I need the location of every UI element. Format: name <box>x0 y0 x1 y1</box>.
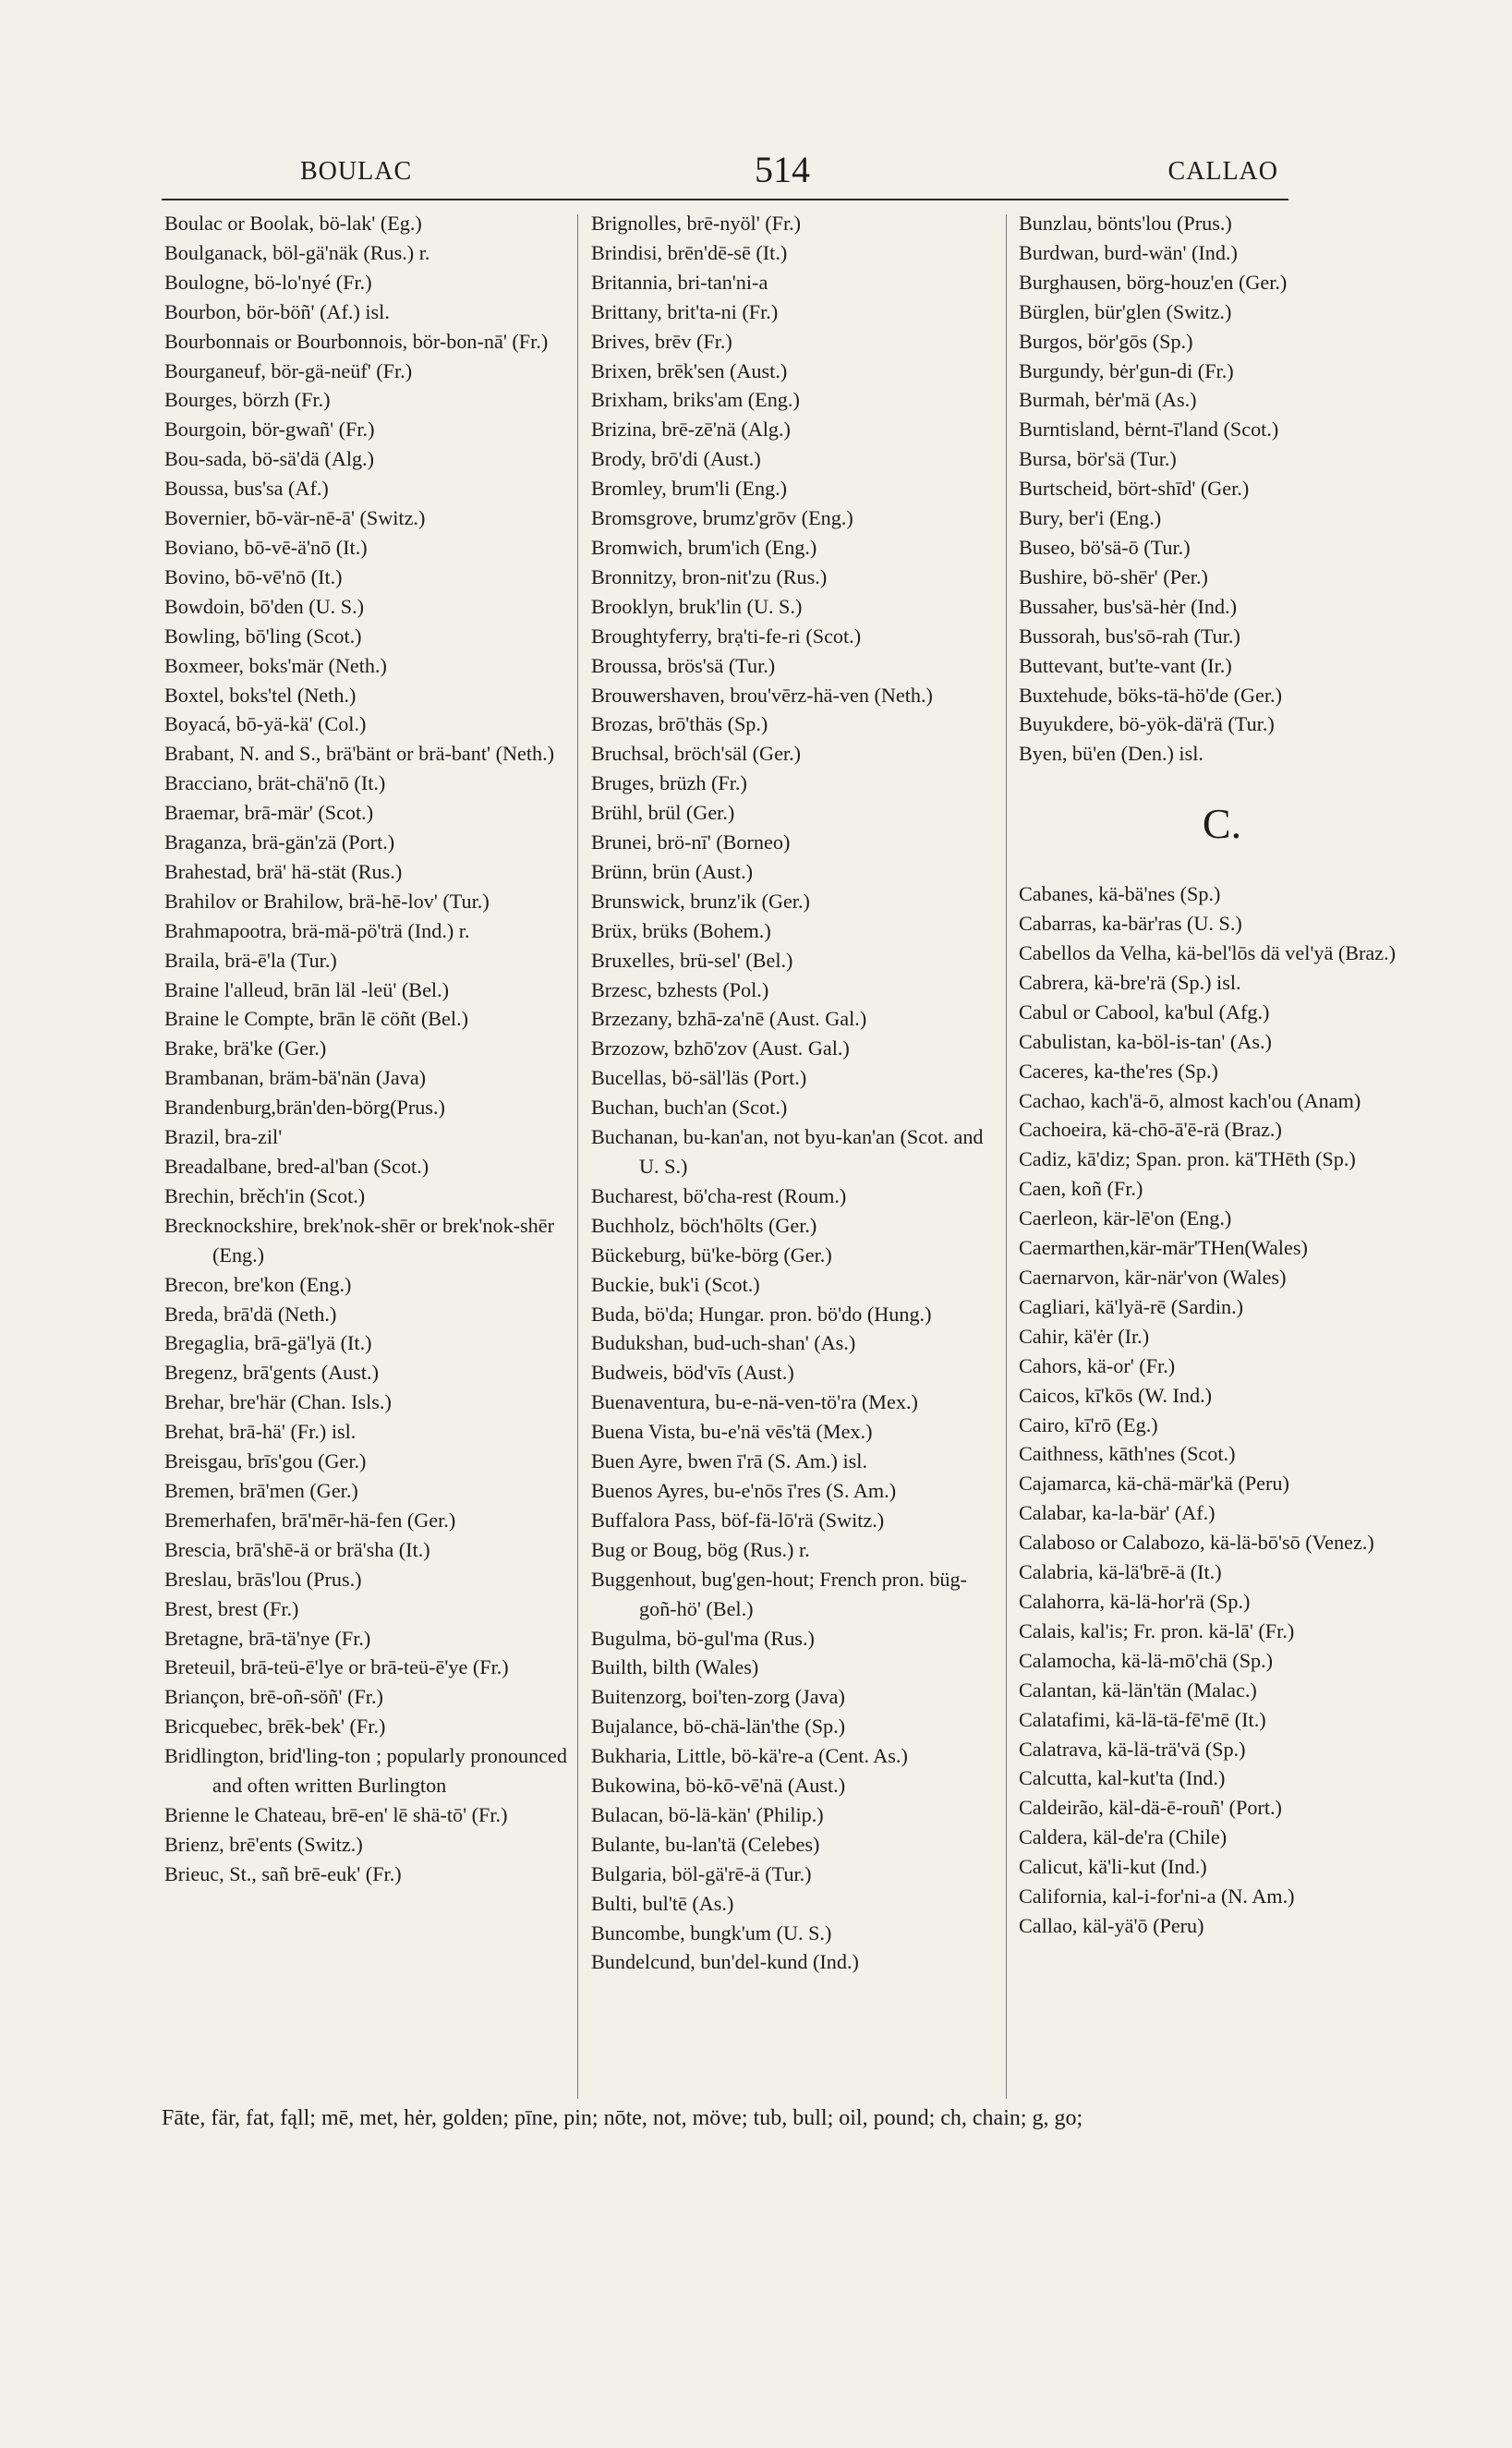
gazetteer-entry: Bovino, bō-vē'nō (It.) <box>164 564 343 588</box>
gazetteer-entry: Brzozow, bzhō'zov (Aust. Gal.) <box>591 1036 850 1060</box>
gazetteer-entry: Bou-sada, bö-sä'dä (Alg.) <box>164 447 375 471</box>
gazetteer-entry: Braine le Compte, brān lē cöñt (Bel.) <box>164 1007 469 1031</box>
page-number: 514 <box>755 149 810 190</box>
gazetteer-entry: Brüx, brüks (Bohem.) <box>591 918 771 942</box>
gazetteer-entry: Bronnitzy, bron-nit'zu (Rus.) <box>591 564 828 588</box>
gazetteer-entry: Brecon, bre'kon (Eng.) <box>164 1272 352 1296</box>
gazetteer-entry: Calaboso or Calabozo, kä-lä-bō'sō (Venez.) <box>1019 1531 1374 1555</box>
gazetteer-entry: Burghausen, börg-houz'en (Ger.) <box>1019 270 1288 294</box>
gazetteer-entry: Calatrava, kä-lä-trä'vä (Sp.) <box>1019 1737 1246 1761</box>
gazetteer-entry: Bruxelles, brü-sel' (Bel.) <box>591 948 793 972</box>
gazetteer-entry: Braine l'alleud, brān läl -leü' (Bel.) <box>164 977 450 1001</box>
gazetteer-entry: Bruges, brüzh (Fr.) <box>591 771 747 795</box>
gazetteer-entry: Cachoeira, kä-chō-ā'ē-rä (Braz.) <box>1019 1118 1282 1142</box>
gazetteer-entry: Brahilov or Brahilow, brä-hē-lov' (Tur.) <box>164 889 490 913</box>
gazetteer-entry: Braganza, brä-gän'zä (Port.) <box>164 830 395 854</box>
gazetteer-entry: Boulac or Boolak, bö-lak' (Eg.) <box>164 212 422 235</box>
gazetteer-entry: Cabrera, kä-bre'rä (Sp.) isl. <box>1019 970 1241 994</box>
gazetteer-entry: Burntisland, bėrnt-ī'land (Scot.) <box>1019 418 1279 442</box>
gazetteer-entry: Caldera, käl-de'ra (Chile) <box>1019 1825 1228 1849</box>
gazetteer-entry: Buitenzorg, boi'ten-zorg (Java) <box>591 1685 845 1709</box>
gazetteer-entry: Calamocha, kä-lä-mō'chä (Sp.) <box>1019 1648 1274 1672</box>
gazetteer-entry: Bowling, bō'ling (Scot.) <box>164 624 362 648</box>
gazetteer-entry: Cabul or Cabool, ka'bul (Afg.) <box>1019 1000 1270 1024</box>
gazetteer-entry: Brzesc, bzhests (Pol.) <box>591 977 769 1001</box>
gazetteer-entry: Cabanes, kä-bä'nes (Sp.) <box>1019 882 1221 906</box>
gazetteer-entry: Brienne le Chateau, brē-en' lē shä-tō' (Fr.) <box>164 1802 508 1826</box>
gazetteer-entry: Burmah, bėr'mä (As.) <box>1019 388 1197 412</box>
gazetteer-entry: Brest, brest (Fr.) <box>164 1596 299 1620</box>
gazetteer-entry: Caceres, ka-the'res (Sp.) <box>1019 1059 1218 1083</box>
gazetteer-entry: Brecknockshire, brek'nok-shēr or brek'nok-shēr (Eng.) <box>164 1213 555 1266</box>
gazetteer-entry: Calatafimi, kä-lä-tä-fē'mē (It.) <box>1019 1707 1266 1731</box>
gazetteer-entry: Bushire, bö-shēr' (Per.) <box>1019 564 1208 588</box>
gazetteer-entry: Buncombe, bungk'um (U. S.) <box>591 1921 832 1945</box>
column-1 <box>164 209 569 1889</box>
gazetteer-entry: Caldeirão, käl-dä-ē-rouñ' (Port.) <box>1019 1796 1282 1820</box>
gazetteer-entry: Bukharia, Little, bö-kä're-a (Cent. As.) <box>591 1744 908 1768</box>
pronunciation-key: Fāte, fär, fat, fąll; mē, met, hėr, golden; pīne, pin; nōte, not, möve; tub, bull; oil, pound; ch, chain; g, go; <box>162 2106 1083 2130</box>
page-header <box>162 146 1288 192</box>
gazetteer-entry: Bückeburg, bü'ke-börg (Ger.) <box>591 1242 832 1266</box>
gazetteer-entry: Britannia, bri-tan'ni-a <box>591 270 768 294</box>
gazetteer-entry: Bukowina, bö-kō-vē'nä (Aust.) <box>591 1774 846 1798</box>
gazetteer-entry: Brunswick, brunz'ik (Ger.) <box>591 889 810 913</box>
column-3-bottom <box>1019 879 1425 1941</box>
gazetteer-entry: Brazil, bra-zil' <box>164 1125 283 1149</box>
gazetteer-entry: Cadiz, kā'diz; Span. pron. kä'THēth (Sp.) <box>1019 1147 1356 1171</box>
column-3 <box>1019 209 1425 1941</box>
gazetteer-entry: Bregaglia, brā-gä'lyä (It.) <box>164 1331 372 1355</box>
gazetteer-entry: Boussa, bus'sa (Af.) <box>164 477 329 501</box>
gazetteer-entry: Buchan, buch'an (Scot.) <box>591 1096 788 1120</box>
gazetteer-entry: Callao, käl-yä'ō (Peru) <box>1019 1913 1204 1937</box>
gazetteer-entry: Bunzlau, bönts'lou (Prus.) <box>1019 212 1232 235</box>
gazetteer-entry: Bundelcund, bun'del-kund (Ind.) <box>591 1950 859 1974</box>
gazetteer-entry: Bussaher, bus'sä-hėr (Ind.) <box>1019 594 1238 618</box>
gazetteer-entry: Brozas, brō'thäs (Sp.) <box>591 712 768 736</box>
gazetteer-entry: Bujalance, bö-chä-län'the (Sp.) <box>591 1715 846 1739</box>
gazetteer-entry: Bugulma, bö-gul'ma (Rus.) <box>591 1626 815 1650</box>
gazetteer-entry: Calais, kal'is; Fr. pron. kä-lā' (Fr.) <box>1019 1618 1295 1642</box>
gazetteer-entry: Bromley, brum'li (Eng.) <box>591 477 788 501</box>
gazetteer-entry: Calahorra, kä-lä-hor'rä (Sp.) <box>1019 1589 1251 1613</box>
gazetteer-entry: Burtscheid, bört-shīd' (Ger.) <box>1019 477 1250 501</box>
gazetteer-entry: Bürglen, bür'glen (Switz.) <box>1019 299 1232 323</box>
gazetteer-entry: Calantan, kä-län'tän (Malac.) <box>1019 1678 1257 1702</box>
gazetteer-entry: Cahors, kä-or' (Fr.) <box>1019 1353 1176 1377</box>
gazetteer-entry: Burdwan, burd-wän' (Ind.) <box>1019 240 1238 264</box>
gazetteer-entry: Bursa, bör'sä (Tur.) <box>1019 447 1177 471</box>
gazetteer-entry: Cabulistan, ka-böl-is-tan' (As.) <box>1019 1029 1272 1053</box>
gazetteer-entry: Byen, bü'en (Den.) isl. <box>1019 742 1204 766</box>
gazetteer-entry: Brandenburg,brän'den-börg(Prus.) <box>164 1096 445 1120</box>
gazetteer-entry: Bovernier, bō-vär-nē-ā' (Switz.) <box>164 506 426 530</box>
gazetteer-entry: Buggenhout, bug'gen-hout; French pron. büg-goñ-hö' (Bel.) <box>591 1567 968 1620</box>
gazetteer-entry: Calabar, ka-la-bär' (Af.) <box>1019 1501 1216 1525</box>
gazetteer-entry: Buttevant, but'te-vant (Ir.) <box>1019 653 1232 677</box>
gazetteer-entry: Brouwershaven, brou'vērz-hä-ven (Neth.) <box>591 683 933 707</box>
gazetteer-entry: Calabria, kä-lä'brē-ä (It.) <box>1019 1560 1222 1584</box>
gazetteer-entry: Brzezany, bzhā-za'nē (Aust. Gal.) <box>591 1007 867 1031</box>
gazetteer-entry: Cagliari, kä'lyä-rē (Sardin.) <box>1019 1294 1244 1318</box>
gazetteer-entry: Brindisi, brēn'dē-sē (It.) <box>591 240 788 264</box>
gazetteer-entry: Bug or Boug, bög (Rus.) r. <box>591 1537 810 1561</box>
gazetteer-entry: Bucellas, bö-säl'läs (Port.) <box>591 1066 807 1090</box>
column-2 <box>591 209 990 1977</box>
gazetteer-entry: Bromsgrove, brumz'grōv (Eng.) <box>591 506 853 530</box>
gazetteer-entry: Cairo, kī'rō (Eg.) <box>1019 1412 1158 1436</box>
gazetteer-entry: Boxtel, boks'tel (Neth.) <box>164 683 357 707</box>
gazetteer-entry: Builth, bilth (Wales) <box>591 1655 759 1679</box>
gazetteer-entry: Bretagne, brā-tä'nye (Fr.) <box>164 1626 371 1650</box>
gazetteer-entry: Bulante, bu-lan'tä (Celebes) <box>591 1832 820 1856</box>
gazetteer-entry: Buen Ayre, bwen ī'rā (S. Am.) isl. <box>591 1449 867 1473</box>
gazetteer-entry: Buenos Ayres, bu-e'nōs ī'res (S. Am.) <box>591 1478 897 1502</box>
gazetteer-entry: Buxtehude, böks-tä-hö'de (Ger.) <box>1019 683 1282 707</box>
gazetteer-entry: Bregenz, brā'gents (Aust.) <box>164 1361 379 1385</box>
gazetteer-entry: Bucharest, bö'cha-rest (Roum.) <box>591 1183 847 1207</box>
gazetteer-entry: Brixen, brēk'sen (Aust.) <box>591 358 788 382</box>
gazetteer-entry: Buchholz, böch'hōlts (Ger.) <box>591 1213 817 1237</box>
gazetteer-entry: Bourges, börzh (Fr.) <box>164 388 331 412</box>
gazetteer-entry: Brünn, brün (Aust.) <box>591 859 754 883</box>
gazetteer-entry: Calicut, kä'li-kut (Ind.) <box>1019 1855 1207 1879</box>
gazetteer-entry: Brehat, brā-hä' (Fr.) isl. <box>164 1420 357 1444</box>
gazetteer-entry: Brake, brä'ke (Ger.) <box>164 1036 327 1060</box>
gazetteer-entry: Breteuil, brā-teü-ē'lye or brā-teü-ē'ye (Fr.) <box>164 1655 509 1679</box>
gazetteer-entry: Brives, brēv (Fr.) <box>591 329 732 353</box>
gazetteer-entry: Bricquebec, brēk-bek' (Fr.) <box>164 1715 386 1739</box>
gazetteer-entry: Bromwich, brum'ich (Eng.) <box>591 535 817 559</box>
gazetteer-entry: California, kal-i-for'ni-a (N. Am.) <box>1019 1884 1295 1909</box>
gazetteer-entry: Buyukdere, bö-yök-dä'rä (Tur.) <box>1019 712 1275 736</box>
gazetteer-entry: Bremerhafen, brā'mēr-hä-fen (Ger.) <box>164 1508 456 1532</box>
gazetteer-entry: Breslau, brās'lou (Prus.) <box>164 1567 362 1591</box>
gazetteer-entry: Boyacá, bō-yä-kä' (Col.) <box>164 712 367 736</box>
gazetteer-entry: Braila, brä-ē'la (Tur.) <box>164 948 337 972</box>
gazetteer-entry: Bowdoin, bō'den (U. S.) <box>164 594 365 618</box>
gazetteer-entry: Briançon, brē-oñ-söñ' (Fr.) <box>164 1685 383 1709</box>
gazetteer-entry: Caermarthen,kär-mär'THen(Wales) <box>1019 1236 1308 1260</box>
gazetteer-entry: Buchanan, bu-kan'an, not byu-kan'an (Scot. and U. S.) <box>591 1125 984 1178</box>
gazetteer-entry: Buckie, buk'i (Scot.) <box>591 1272 760 1296</box>
gazetteer-entry: Cahir, kä'ėr (Ir.) <box>1019 1324 1150 1348</box>
column-3-top <box>1019 209 1425 769</box>
gazetteer-entry: Caicos, kī'kōs (W. Ind.) <box>1019 1383 1213 1407</box>
gazetteer-entry: Bussorah, bus'sō-rah (Tur.) <box>1019 624 1240 648</box>
gazetteer-entry: Brahestad, brä' hä-stät (Rus.) <box>164 859 403 883</box>
gazetteer-entry: Boxmeer, boks'mär (Neth.) <box>164 653 387 677</box>
gazetteer-entry: Brahmapootra, brä-mä-pö'trä (Ind.) r. <box>164 918 470 942</box>
column-divider <box>1006 214 1007 2099</box>
gazetteer-entry: Calcutta, kal-kut'ta (Ind.) <box>1019 1766 1226 1790</box>
gazetteer-entry: Brehar, bre'här (Chan. Isls.) <box>164 1390 392 1414</box>
gazetteer-entry: Bracciano, brät-chä'nō (It.) <box>164 771 386 795</box>
gazetteer-entry: Cachao, kach'ä-ō, almost kach'ou (Anam) <box>1019 1088 1361 1112</box>
gazetteer-entry: Brienz, brē'ents (Switz.) <box>164 1832 363 1856</box>
gazetteer-entry: Bulti, bul'tē (As.) <box>591 1891 734 1915</box>
header-rule <box>162 199 1288 200</box>
gazetteer-entry: Buenaventura, bu-e-nä-ven-tö'ra (Mex.) <box>591 1390 918 1414</box>
gazetteer-entry: Budukshan, bud-uch-shan' (As.) <box>591 1331 856 1355</box>
gazetteer-entry: Bourbon, bör-böñ' (Af.) isl. <box>164 299 390 323</box>
gazetteer-entry: Boulogne, bö-lo'nyé (Fr.) <box>164 270 372 294</box>
gazetteer-entry: Bourbonnais or Bourbonnois, bör-bon-nā' (Fr.) <box>164 329 549 353</box>
gazetteer-entry: Brody, brō'di (Aust.) <box>591 447 761 471</box>
gazetteer-entry: Breisgau, brīs'gou (Ger.) <box>164 1449 367 1473</box>
gazetteer-entry: Brechin, brěch'in (Scot.) <box>164 1183 366 1207</box>
section-letter: C. <box>1202 800 1242 848</box>
gazetteer-entry: Caithness, kāth'nes (Scot.) <box>1019 1442 1236 1466</box>
gazetteer-entry: Brooklyn, bruk'lin (U. S.) <box>591 594 803 618</box>
gazetteer-entry: Bourganeuf, bör-gä-neüf' (Fr.) <box>164 358 413 382</box>
gazetteer-entry: Brixham, briks'am (Eng.) <box>591 388 800 412</box>
gazetteer-entry: Burgundy, bėr'gun-di (Fr.) <box>1019 358 1234 382</box>
gazetteer-entry: Brieuc, St., sañ brē-euk' (Fr.) <box>164 1861 402 1885</box>
gazetteer-entry: Bourgoin, bör-gwañ' (Fr.) <box>164 418 375 442</box>
gazetteer-entry: Caernarvon, kär-när'von (Wales) <box>1019 1266 1287 1289</box>
gazetteer-entry: Brittany, brit'ta-ni (Fr.) <box>591 299 779 323</box>
gazetteer-entry: Bury, ber'i (Eng.) <box>1019 506 1162 530</box>
gazetteer-entry: Cabarras, ka-bär'ras (U. S.) <box>1019 912 1242 936</box>
gazetteer-entry: Brizina, brē-zē'nä (Alg.) <box>591 418 791 442</box>
gazetteer-entry: Bulgaria, böl-gä'rē-ä (Tur.) <box>591 1861 812 1885</box>
gazetteer-entry: Brambanan, bräm-bä'nän (Java) <box>164 1066 427 1090</box>
gazetteer-entry: Buena Vista, bu-e'nä vēs'tä (Mex.) <box>591 1420 873 1444</box>
gazetteer-entry: Broussa, brös'sä (Tur.) <box>591 653 776 677</box>
gazetteer-entry: Buda, bö'da; Hungar. pron. bö'do (Hung.) <box>591 1302 932 1326</box>
gazetteer-entry: Breadalbane, bred-al'ban (Scot.) <box>164 1155 429 1178</box>
gazetteer-entry: Budweis, böd'vīs (Aust.) <box>591 1361 794 1385</box>
gazetteer-entry: Brescia, brā'shē-ä or brä'sha (It.) <box>164 1537 430 1561</box>
gazetteer-entry: Brabant, N. and S., brä'bänt or brä-bant' (Neth.) <box>164 742 555 766</box>
running-head-right: CALLAO <box>1167 157 1278 186</box>
gazetteer-entry: Brignolles, brē-nyöl' (Fr.) <box>591 212 802 235</box>
gazetteer-entry: Burgos, bör'gōs (Sp.) <box>1019 329 1193 353</box>
gazetteer-entry: Cabellos da Velha, kä-bel'lōs dä vel'yä (Braz.) <box>1019 941 1397 965</box>
gazetteer-entry: Boviano, bō-vē-ä'nō (It.) <box>164 535 368 559</box>
gazetteer-entry: Caen, koñ (Fr.) <box>1019 1177 1143 1201</box>
gazetteer-entry: Bruchsal, bröch'säl (Ger.) <box>591 742 802 766</box>
gazetteer-entry: Brunei, brö-nī' (Borneo) <box>591 830 791 854</box>
gazetteer-entry: Bulacan, bö-lä-kän' (Philip.) <box>591 1802 824 1826</box>
gazetteer-entry: Broughtyferry, brạ'ti-fe-ri (Scot.) <box>591 624 862 648</box>
gazetteer-entry: Boulganack, böl-gä'näk (Rus.) r. <box>164 240 430 264</box>
column-divider <box>577 214 578 2099</box>
gazetteer-entry: Braemar, brā-mär' (Scot.) <box>164 801 374 825</box>
gazetteer-entry: Bremen, brā'men (Ger.) <box>164 1478 358 1502</box>
gazetteer-entry: Caerleon, kär-lē'on (Eng.) <box>1019 1206 1232 1230</box>
gazetteer-entry: Breda, brā'dä (Neth.) <box>164 1302 337 1326</box>
gazetteer-entry: Cajamarca, kä-chä-mär'kä (Peru) <box>1019 1472 1289 1496</box>
gazetteer-entry: Bridlington, brid'ling-ton ; popularly pronounced and often written Burlington <box>164 1744 567 1798</box>
gazetteer-entry: Brühl, brül (Ger.) <box>591 801 735 825</box>
running-head-left: BOULAC <box>300 157 413 186</box>
gazetteer-entry: Buseo, bö'sä-ō (Tur.) <box>1019 535 1191 559</box>
gazetteer-entry: Buffalora Pass, böf-fä-lō'rä (Switz.) <box>591 1508 885 1532</box>
